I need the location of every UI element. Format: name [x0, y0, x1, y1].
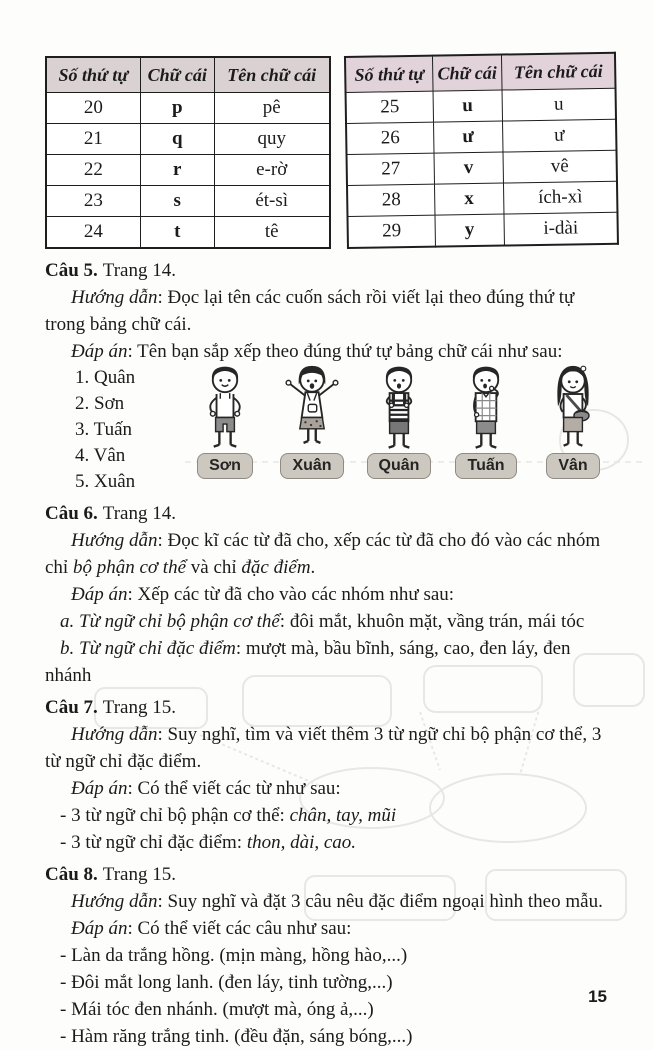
question-label: Câu 8.	[45, 864, 98, 885]
table-row	[46, 217, 330, 249]
child-figure-tuan	[446, 363, 526, 479]
text-run: Đáp án	[71, 584, 128, 605]
table-cell: ét-sì	[214, 186, 329, 217]
text-run: : Suy nghĩ, tìm và viết thêm 3 từ ngữ chỉ bộ phận cơ thể, 3 từ ngữ chỉ đặc điểm.	[45, 724, 602, 772]
table-cell: 24	[46, 217, 140, 249]
page-reference: Trang 15.	[102, 864, 176, 885]
text-run: chân, tay, mũi	[289, 805, 397, 826]
table-row	[345, 88, 616, 123]
page-reference: Trang 14.	[102, 503, 176, 524]
table-cell: vê	[502, 150, 617, 183]
name-tag: Quân	[367, 453, 432, 479]
table-cell: u	[501, 88, 616, 121]
text-run: - Mái tóc đen nhánh. (mượt mà, óng ả,...)	[60, 999, 374, 1020]
cau5-answer-area	[45, 365, 619, 495]
table-header	[46, 57, 330, 93]
question-label: Câu 5.	[45, 260, 98, 281]
answer-line-a	[45, 608, 619, 635]
answer-list-item: 5. Xuân	[75, 471, 136, 492]
text-run: .	[310, 557, 316, 578]
answer-line-b	[45, 635, 619, 689]
table-cell: ư	[502, 119, 617, 152]
children-illustration	[183, 363, 619, 479]
text-run: : mượt mà, bầu bĩnh, sáng, cao, đen láy, đen nhánh	[45, 638, 571, 686]
child-figure-van	[533, 363, 613, 479]
page-reference: Trang 14.	[102, 260, 176, 281]
answer-line	[45, 802, 619, 829]
table-body	[345, 88, 618, 248]
table-cell: 20	[46, 93, 140, 124]
table-cell: e-rờ	[214, 155, 329, 186]
table-cell: 23	[46, 186, 140, 217]
text-run: : Suy nghĩ và đặt 3 câu nêu đặc điểm ngoại hình theo mẫu.	[157, 891, 603, 912]
section-cau5	[45, 257, 619, 495]
sorted-name-list	[45, 365, 183, 495]
name-tag: Tuấn	[455, 453, 516, 479]
column-header: Số thứ tự	[46, 57, 140, 93]
child-figure-xuan	[272, 363, 352, 479]
text-run: - 3 từ ngữ chỉ đặc điểm:	[60, 832, 247, 853]
text-run: - Làn da trắng hồng. (mịn màng, hồng hào,...)	[60, 945, 408, 966]
table-cell: i-dài	[503, 212, 618, 245]
table-row	[46, 124, 330, 155]
table-cell: 26	[346, 122, 434, 154]
answer-line	[45, 1023, 619, 1050]
text-run: Đáp án	[71, 918, 128, 939]
instruction-paragraph	[45, 888, 619, 915]
text-run: - Đôi mắt long lanh. (đen láy, tinh tường,...)	[60, 972, 393, 993]
table-cell: 22	[46, 155, 140, 186]
answer-intro-paragraph	[45, 915, 619, 942]
page-number: 15	[588, 987, 607, 1006]
name-tag: Vân	[546, 453, 599, 479]
table-cell: ích-xì	[503, 181, 618, 214]
section-heading	[45, 861, 619, 888]
text-run: : Đọc lại tên các cuốn sách rồi viết lại theo đúng thứ tự trong bảng chữ cái.	[45, 287, 575, 335]
child-figure-son	[185, 363, 265, 479]
table-cell: 27	[346, 153, 434, 185]
table-row	[347, 181, 618, 216]
child-drawing-van	[534, 363, 612, 457]
table-row	[46, 93, 330, 124]
section-cau7	[45, 694, 619, 856]
answer-line	[45, 969, 619, 996]
table-cell: q	[140, 124, 214, 155]
section-heading	[45, 500, 619, 527]
answer-list-item: 4. Vân	[75, 445, 126, 466]
answer-intro-paragraph	[45, 775, 619, 802]
text-run: : Có thể viết các từ như sau:	[127, 778, 341, 799]
text-run: bộ phận cơ thể	[72, 557, 187, 578]
table-row	[346, 119, 617, 154]
table-cell: quy	[214, 124, 329, 155]
column-header: Tên chữ cái	[214, 57, 329, 93]
answer-line	[45, 996, 619, 1023]
section-cau8	[45, 861, 619, 1050]
table-cell: y	[435, 214, 504, 247]
child-drawing-xuan	[273, 363, 351, 457]
table-cell: s	[140, 186, 214, 217]
table-row	[46, 155, 330, 186]
table-cell: tê	[214, 217, 329, 249]
child-drawing-son	[186, 363, 264, 457]
table-cell: r	[140, 155, 214, 186]
table-row	[347, 212, 618, 248]
name-tag: Sơn	[197, 453, 253, 479]
column-header: Chữ cái	[140, 57, 214, 93]
text-run: : Xếp các từ đã cho vào các nhóm như sau:	[127, 584, 455, 605]
section-heading	[45, 257, 619, 284]
column-header: Số thứ tự	[345, 56, 433, 93]
page-reference: Trang 15.	[102, 697, 176, 718]
table-cell: 28	[347, 184, 435, 216]
table-cell: ư	[433, 121, 502, 153]
instruction-paragraph	[45, 721, 619, 775]
table-body	[46, 93, 330, 249]
text-run: Đáp án	[71, 778, 128, 799]
table-cell: 21	[46, 124, 140, 155]
child-drawing-tuan	[447, 363, 525, 457]
answer-line	[45, 942, 619, 969]
text-run: thon, dài, cao.	[246, 832, 357, 853]
text-run: : Tên bạn sắp xếp theo đúng thứ tự bảng chữ cái như sau:	[127, 341, 563, 362]
answer-line	[45, 829, 619, 856]
table-header	[345, 53, 616, 93]
text-run: b. Từ ngữ chỉ đặc điểm	[60, 638, 236, 659]
table-cell: u	[433, 90, 502, 122]
answer-list-item: 1. Quân	[75, 367, 136, 388]
text-run: Hướng dẫn	[71, 724, 158, 745]
table-cell: 29	[347, 215, 435, 248]
text-run: và chỉ	[186, 557, 242, 578]
answer-intro-paragraph	[45, 338, 619, 365]
question-label: Câu 6.	[45, 503, 98, 524]
name-tag: Xuân	[280, 453, 343, 479]
alphabet-table-left	[45, 56, 331, 249]
answer-list-item: 2. Sơn	[75, 393, 125, 414]
text-run: - 3 từ ngữ chỉ bộ phận cơ thể:	[60, 805, 290, 826]
table-cell: v	[434, 152, 503, 184]
text-run: Đáp án	[71, 341, 128, 362]
answer-intro-paragraph	[45, 581, 619, 608]
table-cell: p	[140, 93, 214, 124]
text-run: : đôi mắt, khuôn mặt, vầng trán, mái tóc	[279, 611, 585, 632]
table-cell: 25	[345, 91, 433, 123]
table-cell: t	[140, 217, 214, 249]
section-cau6	[45, 500, 619, 689]
alphabet-tables	[45, 56, 619, 249]
column-header: Tên chữ cái	[501, 53, 616, 90]
text-run: đặc điểm	[241, 557, 311, 578]
header-row	[46, 57, 330, 93]
text-run: a. Từ ngữ chỉ bộ phận cơ thể	[60, 611, 280, 632]
instruction-paragraph	[45, 527, 619, 581]
table-cell: pê	[214, 93, 329, 124]
answer-list-item: 3. Tuấn	[75, 419, 133, 440]
question-label: Câu 7.	[45, 697, 98, 718]
header-row	[345, 53, 616, 93]
alphabet-table-right	[344, 52, 619, 249]
text-run: Hướng dẫn	[71, 530, 158, 551]
child-figure-quan	[359, 363, 439, 479]
text-run: Hướng dẫn	[71, 891, 158, 912]
text-run: : Có thể viết các câu như sau:	[127, 918, 352, 939]
column-header: Chữ cái	[432, 55, 501, 92]
text-run: : Đọc kĩ các từ đã cho, xếp các từ đã cho đó vào các nhóm chỉ	[45, 530, 601, 578]
instruction-paragraph	[45, 284, 619, 338]
table-row	[346, 150, 617, 185]
table-cell: x	[434, 183, 503, 215]
child-drawing-quan	[360, 363, 438, 457]
section-heading	[45, 694, 619, 721]
text-run: - Hàm răng trắng tinh. (đều đặn, sáng bóng,...)	[60, 1026, 413, 1047]
text-run: Hướng dẫn	[71, 287, 158, 308]
table-row	[46, 186, 330, 217]
